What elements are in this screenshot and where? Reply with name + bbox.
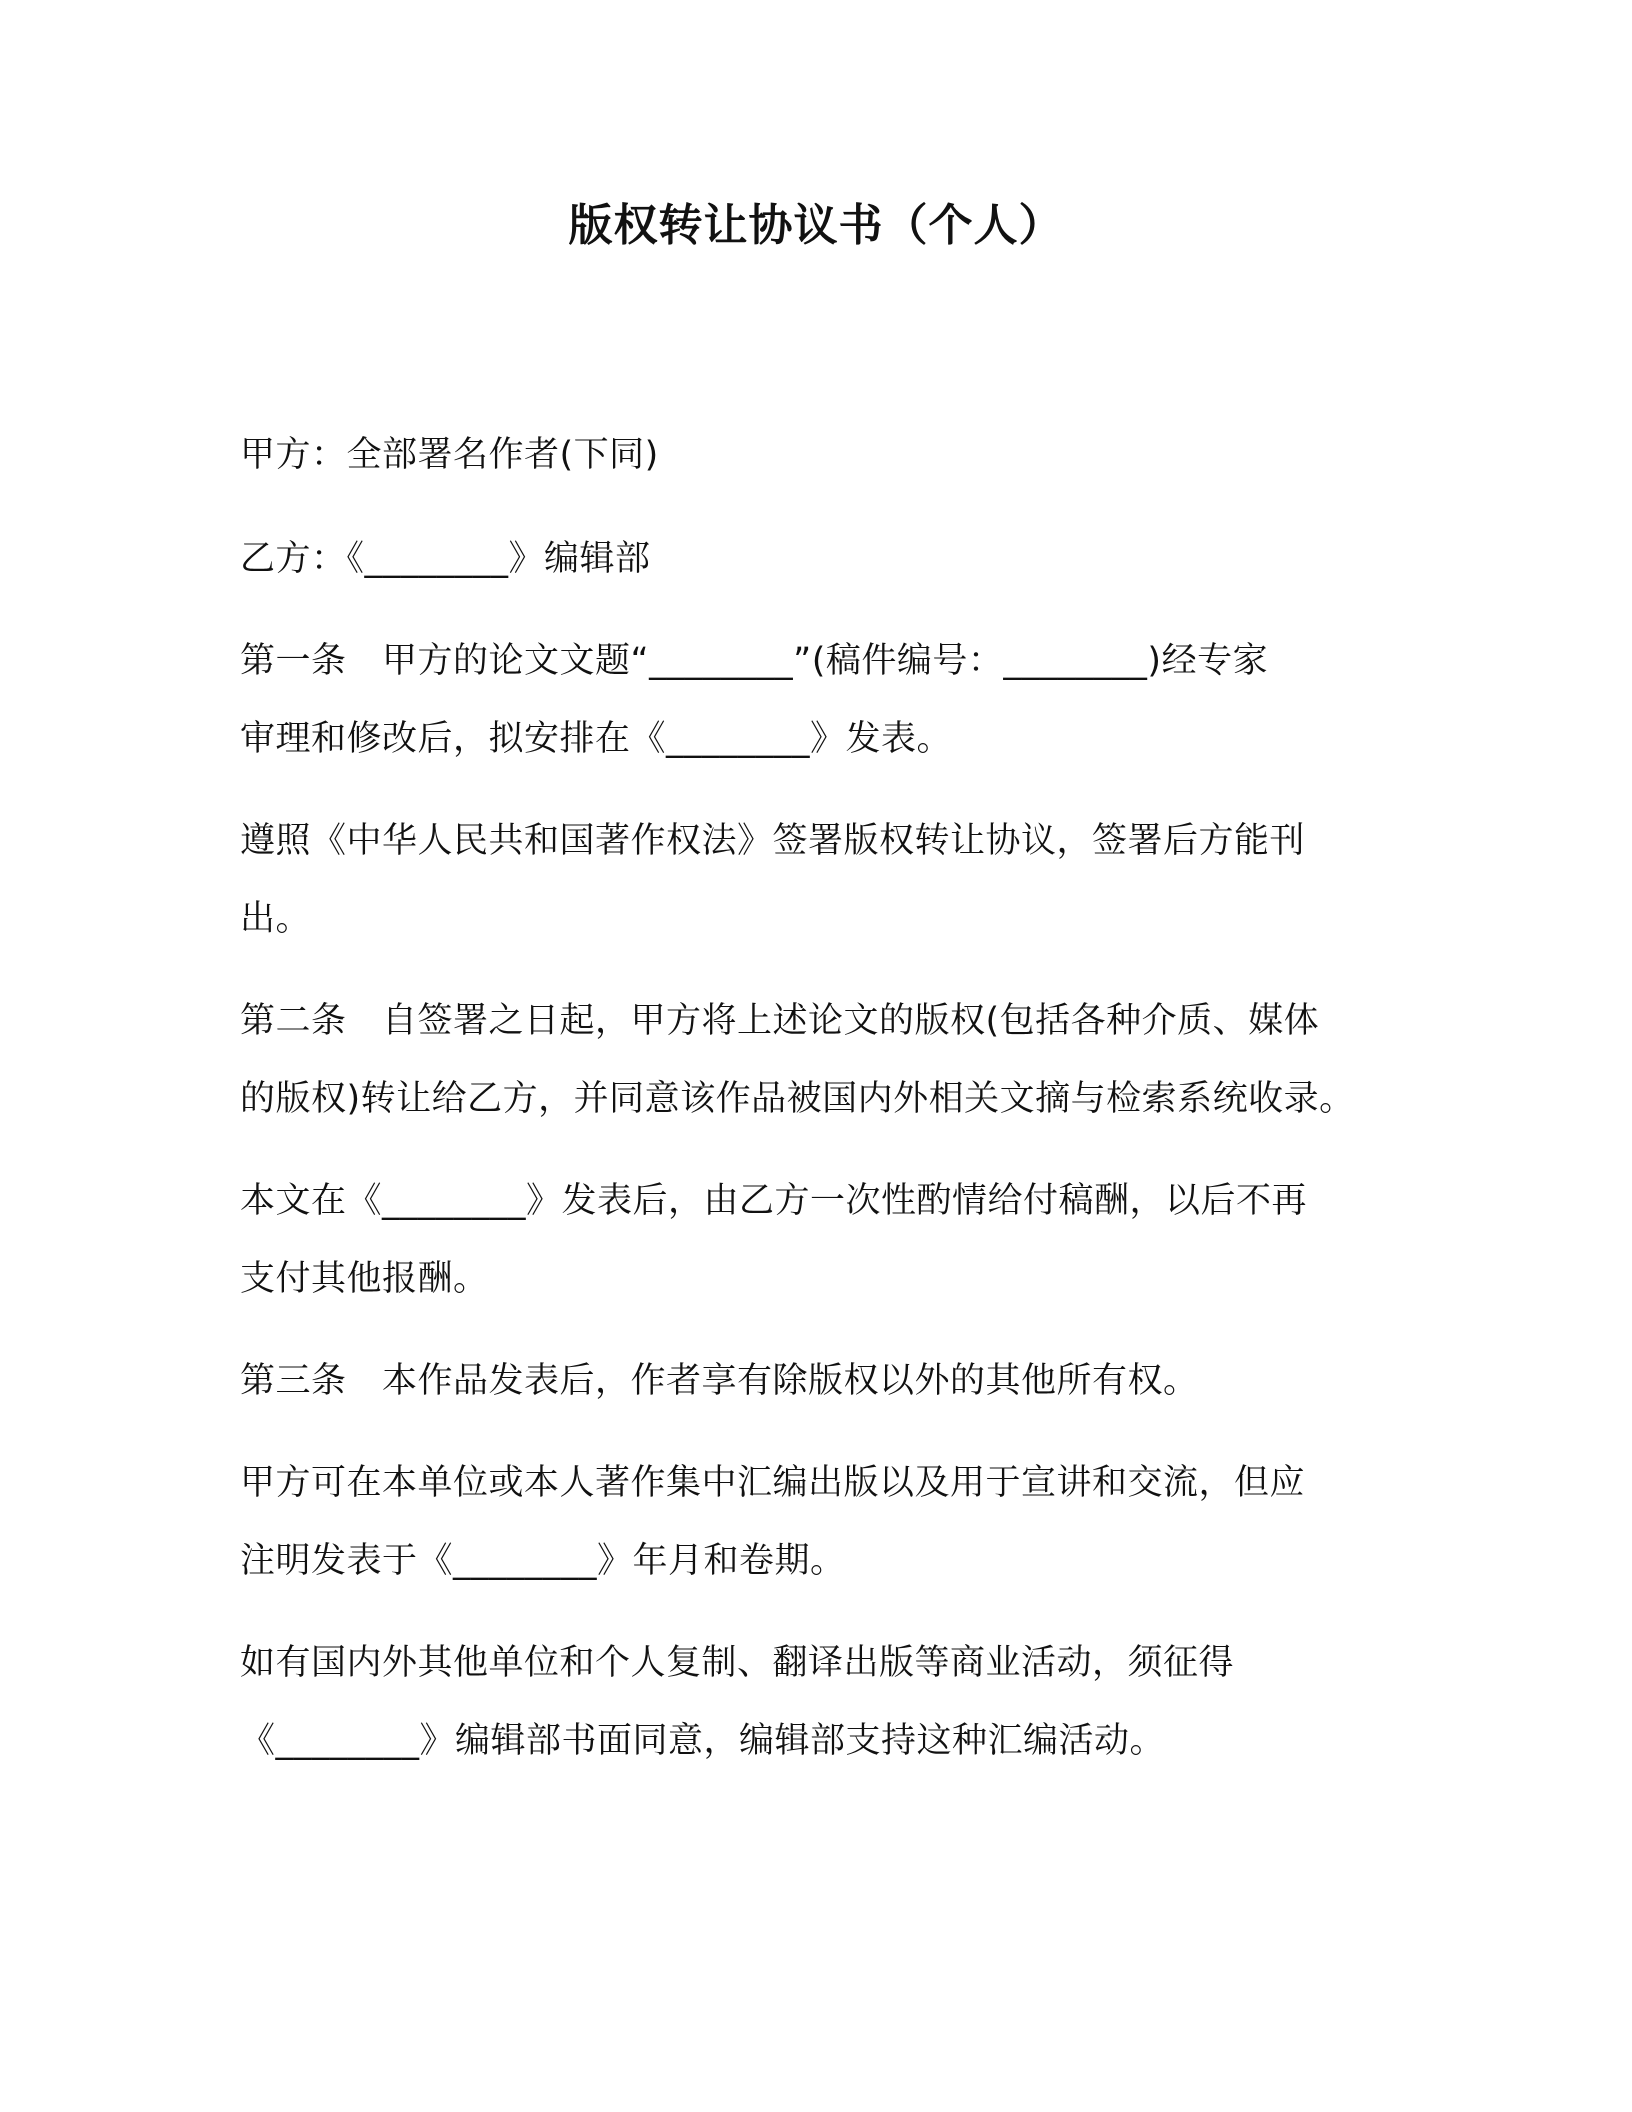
- compilation-line-2: 注明发表于《________》年月和卷期。: [240, 1541, 846, 1581]
- article-1-line-1: 第一条 甲方的论文文题“________”(稿件编号：________)经专家: [240, 641, 1269, 681]
- party-a-line: 甲方：全部署名作者(下同): [240, 435, 659, 475]
- payment-line-1: 本文在《________》发表后，由乙方一次性酌情给付稿酬，以后不再: [240, 1181, 1308, 1221]
- commercial-use-line-1: 如有国内外其他单位和个人复制、翻译出版等商业活动，须征得: [240, 1643, 1235, 1683]
- article-1-line-2: 审理和修改后，拟安排在《________》发表。: [240, 719, 953, 759]
- copyright-law-line-1: 遵照《中华人民共和国著作权法》签署版权转让协议，签署后方能刊: [240, 821, 1306, 861]
- payment-line-2: 支付其他报酬。: [240, 1259, 489, 1299]
- article-3-line: 第三条 本作品发表后，作者享有除版权以外的其他所有权。: [240, 1361, 1199, 1401]
- article-2-line-1: 第二条 自签署之日起，甲方将上述论文的版权(包括各种介质、媒体: [240, 1001, 1320, 1041]
- document-title: 版权转让协议书（个人）: [568, 200, 1064, 251]
- commercial-use-line-2: 《________》编辑部书面同意，编辑部支持这种汇编活动。: [240, 1721, 1166, 1761]
- compilation-line-1: 甲方可在本单位或本人著作集中汇编出版以及用于宣讲和交流，但应: [240, 1463, 1306, 1503]
- party-b-line: 乙方：《________》编辑部: [240, 539, 651, 579]
- copyright-law-line-2: 出。: [240, 899, 312, 939]
- article-2-line-2: 的版权)转让给乙方，并同意该作品被国内外相关文摘与检索系统收录。: [240, 1079, 1355, 1119]
